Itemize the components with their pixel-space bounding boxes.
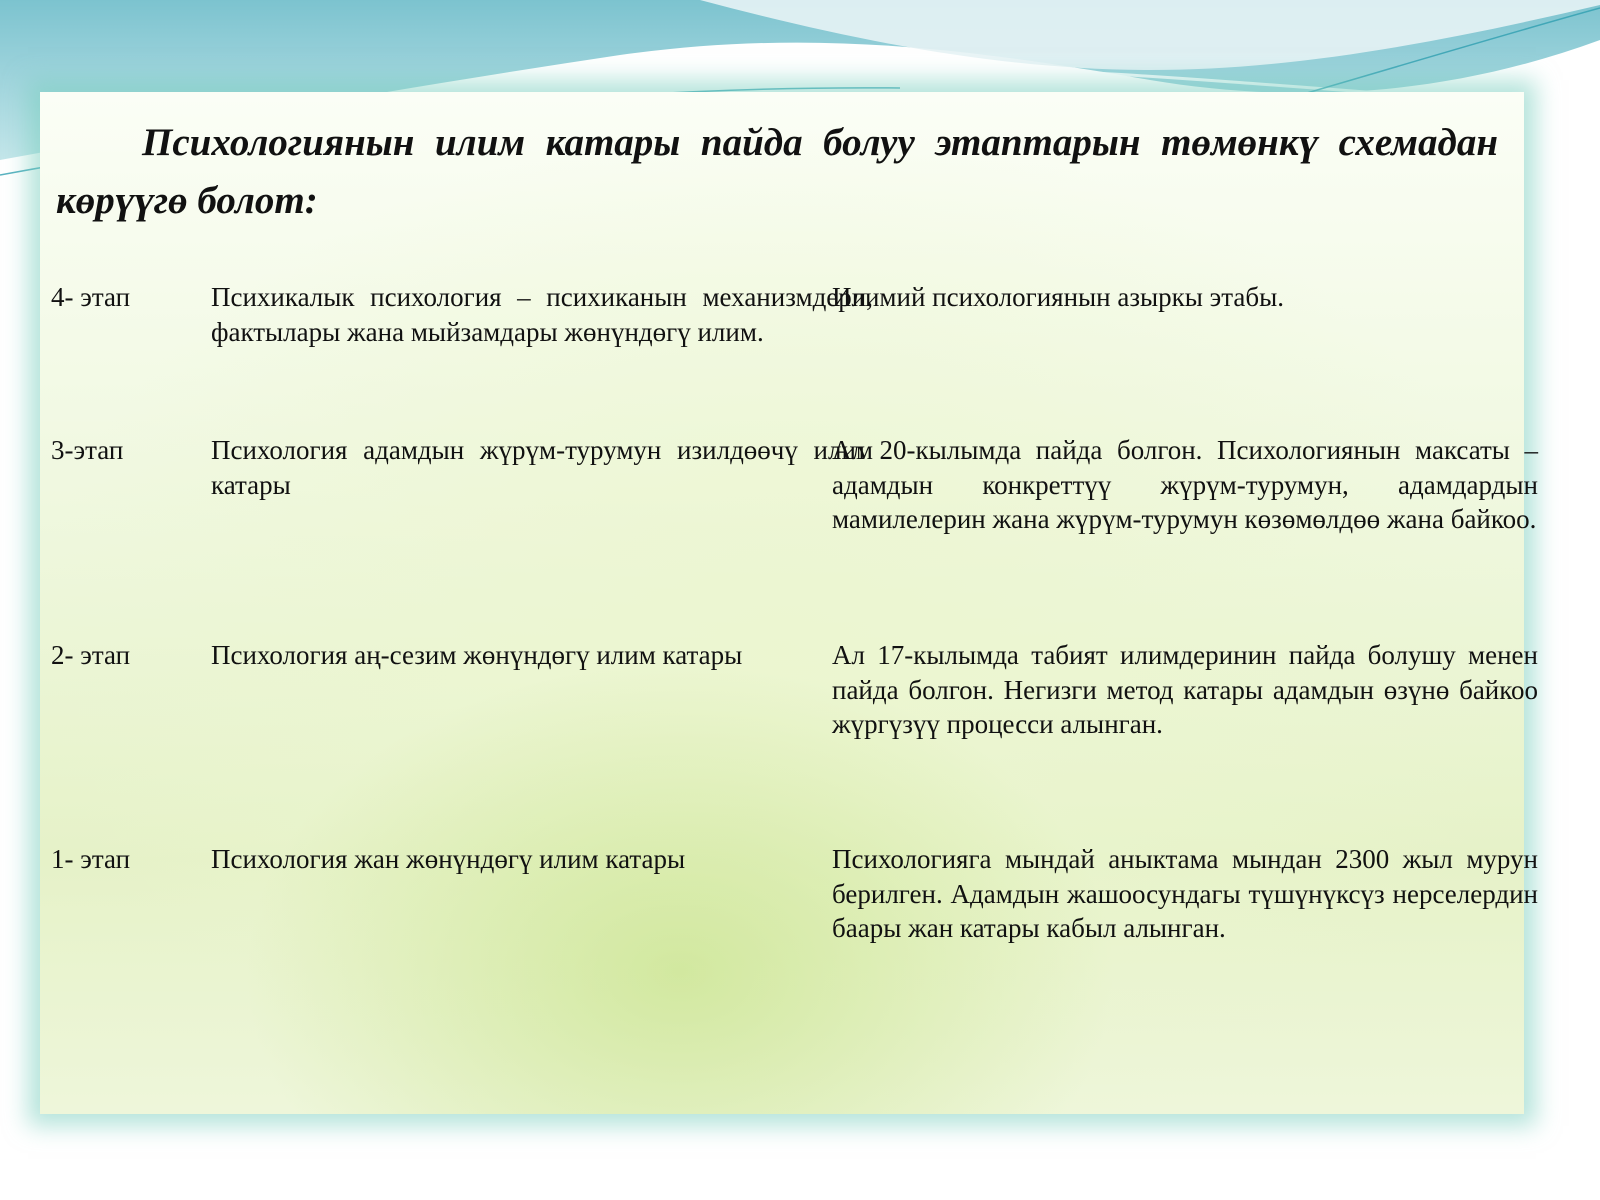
stage-label: 3-этап xyxy=(51,435,124,465)
stage-label: 1- этап xyxy=(51,844,131,874)
stage-description: Психологияга мындай аныктама мындан 2300 жыл мурун берилген. Адамдын жашоосундагы түшүнүксүз нерселердин баары жан катары кабыл алынган. xyxy=(832,844,1538,943)
stage-description: Ал 17-кылымда табият илимдеринин пайда болушу менен пайда болгон. Негизги метод катары адамдын өзүнө байкоо жүргүзүү процесси алынган. xyxy=(832,640,1538,739)
stage-description: Илимий психологиянын азыркы этабы. xyxy=(832,282,1284,312)
slide-title: Психологиянын илим катары пайда болуу этаптарын төмөнкү схемадан көрүүгө болот: xyxy=(56,121,1498,222)
slide-panel xyxy=(40,92,1538,1114)
stage-label: 4- этап xyxy=(51,282,131,312)
stage-definition: Психология адамдын жүрүм-турумун изилдөөчү илим катары xyxy=(211,435,873,500)
stage-label: 2- этап xyxy=(51,640,131,670)
stage-description: Ал 20-кылымда пайда болгон. Психологиянын максаты – адамдын конкреттүү жүрүм-турумун, адамдардын мамилелерин жана жүрүм-турумун көзөмөлдөө жана байкоо. xyxy=(832,435,1538,534)
stage-definition: Психология жан жөнүндөгү илим катары xyxy=(211,844,686,874)
stage-definition: Психология аң-сезим жөнүндөгү илим катары xyxy=(211,640,743,670)
stage-definition: Психикалык психология – психиканын механизмдери, фактылары жана мыйзамдары жөнүндөгү илим. xyxy=(211,282,873,347)
